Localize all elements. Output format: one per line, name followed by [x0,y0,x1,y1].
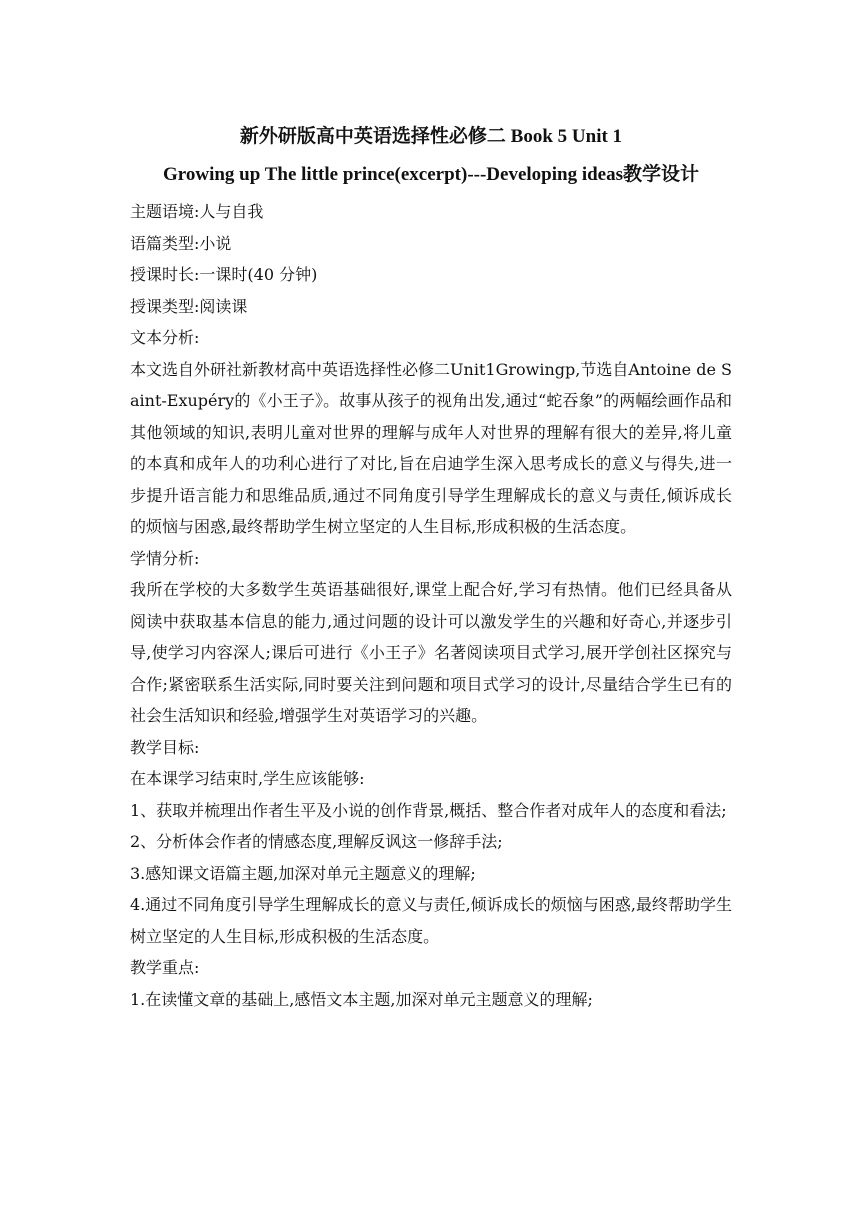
key-points-heading: 教学重点: [130,958,200,977]
document-title-line-1: 新外研版高中英语选择性必修二 Book 5 Unit 1 [239,126,623,147]
lesson-type: 授课类型:阅读课 [130,296,248,316]
document-title-line-2: Growing up The little prince(excerpt)---Developing ideas教学设计 [163,164,699,185]
text-type: 语篇类型:小说 [130,233,232,253]
student-analysis-heading: 学情分析: [130,548,200,568]
document-body [130,196,732,1015]
class-duration: 授课时长:一课时(40 分钟) [130,265,318,284]
objective-item-1: 1、获取并梳理出作者生平及小说的创作背景,概括、整合作者对成年人的态度和看法; [130,800,727,820]
title-block [130,118,732,194]
student-analysis-body: 我所在学校的大多数学生英语基础很好,课堂上配合好,学习有热情。他们已经具备从阅读中获取基本信息的能力,通过问题的设计可以激发学生的兴趣和好奇心,并逐步引导,使学习内容深人;课后可进行《小王子》名著阅读项目式学习,展开学创社区探究与合作;紧密联系生活实际,同时要关注到问题和项目式学习的设计,尽量结合学生已有的社会生活知识和经验,增强学生对英语学习的兴趣。 [130,580,732,725]
objective-item-4: 4.通过不同角度引导学生理解成长的意义与责任,倾诉成长的烦恼与困惑,最终帮助学生树立坚定的人生目标,形成积极的生活态度。 [130,895,732,946]
text-analysis-body: 本文选自外研社新教材高中英语选择性必修二Unit1Growingp,节选自Antoine de Saint-Exupéry的《小王子》。故事从孩子的视角出发,通过“蛇吞象”的两幅绘画作品和其他领域的知识,表明儿童对世界的理解与成年人对世界的理解有很大的差异,将儿童的本真和成年人的功利心进行了对比,旨在启迪学生深入思考成长的意义与得失,进一步提升语言能力和思维品质,通过不同角度引导学生理解成长的意义与责任,倾诉成长的烦恼与困惑,最终帮助学生树立坚定的人生目标,形成积极的生活态度。 [130,359,732,536]
objective-item-3: 3.感知课文语篇主题,加深对单元主题意义的理解; [130,863,476,883]
theme-context: 主题语境:人与自我 [130,202,264,221]
key-point-item-1: 1.在读懂文章的基础上,感悟文本主题,加深对单元主题意义的理解; [130,989,593,1009]
text-analysis-heading: 文本分析: [130,328,200,347]
objective-item-2: 2、分析体会作者的情感态度,理解反讽这一修辞手法; [130,832,503,851]
objectives-intro: 在本课学习结束时,学生应该能够: [130,769,365,788]
teaching-objectives-heading: 教学目标: [130,737,200,757]
